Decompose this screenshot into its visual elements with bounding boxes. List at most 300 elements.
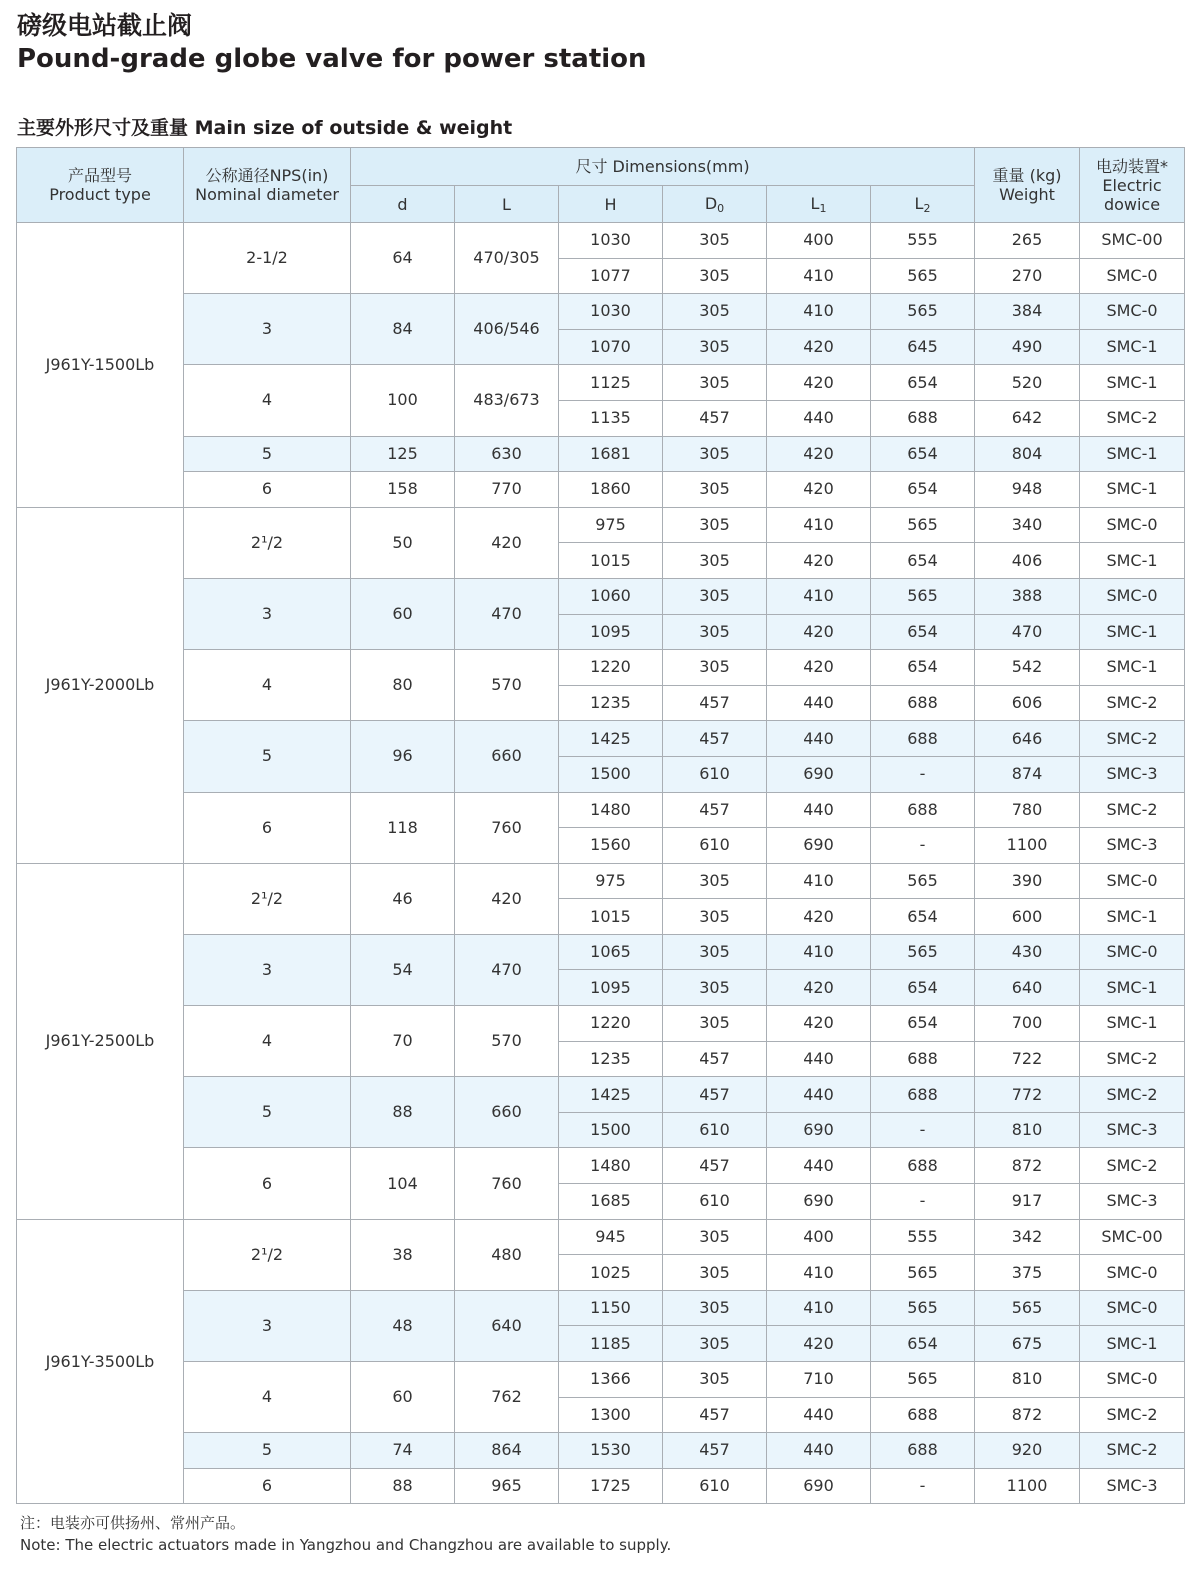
header-L1 — [767, 186, 871, 223]
weight-cell: 1100 — [975, 1468, 1080, 1504]
L1-cell: 420 — [767, 365, 871, 401]
header-dimensions: 尺寸 Dimensions(mm) — [351, 148, 975, 186]
H-cell: 1500 — [559, 756, 663, 792]
d-cell: 80 — [351, 650, 455, 721]
L-cell: 762 — [455, 1362, 559, 1433]
H-cell: 1150 — [559, 1290, 663, 1326]
device-cell: SMC-3 — [1080, 1112, 1185, 1148]
d-cell: 104 — [351, 1148, 455, 1219]
device-cell: SMC-0 — [1080, 1255, 1185, 1291]
L1-cell: 410 — [767, 1290, 871, 1326]
header-D0-sub: 0 — [717, 201, 725, 215]
weight-cell: 722 — [975, 1041, 1080, 1077]
D0-cell: 305 — [663, 934, 767, 970]
header-D0-main: D — [704, 193, 718, 213]
weight-cell: 646 — [975, 721, 1080, 757]
H-cell: 1070 — [559, 329, 663, 365]
L-cell: 420 — [455, 507, 559, 578]
weight-cell: 542 — [975, 650, 1080, 686]
weight-cell: 772 — [975, 1077, 1080, 1113]
H-cell: 1425 — [559, 1077, 663, 1113]
L-cell: 640 — [455, 1290, 559, 1361]
H-cell: 1860 — [559, 472, 663, 508]
L2-cell: - — [871, 756, 975, 792]
weight-cell: 810 — [975, 1362, 1080, 1398]
L1-cell: 420 — [767, 1006, 871, 1042]
nps-cell: 3 — [184, 294, 351, 365]
nps-cell: 6 — [184, 472, 351, 508]
D0-cell: 305 — [663, 1326, 767, 1362]
product-type-cell: J961Y-2500Lb — [17, 863, 184, 1219]
weight-cell: 810 — [975, 1112, 1080, 1148]
header-D0 — [663, 186, 767, 223]
header-electric-en-1: Electric — [1102, 175, 1162, 195]
table-row — [17, 934, 1185, 970]
weight-cell: 342 — [975, 1219, 1080, 1255]
L2-cell: 565 — [871, 1255, 975, 1291]
H-cell: 945 — [559, 1219, 663, 1255]
footnote-en: Note: The electric actuators made in Yangzhou and Changzhou are available to supply. — [20, 1536, 672, 1554]
d-cell: 38 — [351, 1219, 455, 1290]
D0-cell: 305 — [663, 223, 767, 259]
nps-cell: 2-1/2 — [184, 223, 351, 294]
device-cell: SMC-1 — [1080, 970, 1185, 1006]
L1-cell: 420 — [767, 1326, 871, 1362]
D0-cell: 305 — [663, 1219, 767, 1255]
L2-cell: 688 — [871, 400, 975, 436]
weight-cell: 917 — [975, 1184, 1080, 1220]
H-cell: 1685 — [559, 1184, 663, 1220]
L1-cell: 440 — [767, 1077, 871, 1113]
weight-cell: 606 — [975, 685, 1080, 721]
L1-cell: 410 — [767, 258, 871, 294]
H-cell: 1185 — [559, 1326, 663, 1362]
nps-cell: 2¹/2 — [184, 507, 351, 578]
device-cell: SMC-1 — [1080, 650, 1185, 686]
product-type-cell: J961Y-2000Lb — [17, 507, 184, 863]
weight-cell: 270 — [975, 258, 1080, 294]
D0-cell: 305 — [663, 1362, 767, 1398]
table-row — [17, 507, 1185, 543]
nps-cell: 6 — [184, 1148, 351, 1219]
nps-cell: 4 — [184, 650, 351, 721]
device-cell: SMC-0 — [1080, 1362, 1185, 1398]
H-cell: 1500 — [559, 1112, 663, 1148]
L2-cell: 654 — [871, 650, 975, 686]
device-cell: SMC-2 — [1080, 685, 1185, 721]
D0-cell: 305 — [663, 1255, 767, 1291]
d-cell: 88 — [351, 1468, 455, 1504]
nps-cell: 3 — [184, 578, 351, 649]
L2-cell: 654 — [871, 614, 975, 650]
L1-cell: 420 — [767, 614, 871, 650]
table-row — [17, 721, 1185, 757]
nps-cell: 5 — [184, 721, 351, 792]
L1-cell: 400 — [767, 1219, 871, 1255]
L-cell: 470 — [455, 578, 559, 649]
table-row — [17, 436, 1185, 472]
D0-cell: 610 — [663, 1468, 767, 1504]
L2-cell: 688 — [871, 721, 975, 757]
d-cell: 50 — [351, 507, 455, 578]
L-cell: 630 — [455, 436, 559, 472]
weight-cell: 1100 — [975, 828, 1080, 864]
device-cell: SMC-2 — [1080, 1041, 1185, 1077]
nps-cell: 6 — [184, 792, 351, 863]
L2-cell: 654 — [871, 1326, 975, 1362]
weight-cell: 384 — [975, 294, 1080, 330]
header-L2-main: L — [914, 193, 924, 213]
L2-cell: 688 — [871, 1077, 975, 1113]
table-row — [17, 650, 1185, 686]
H-cell: 1220 — [559, 1006, 663, 1042]
L-cell: 470/305 — [455, 223, 559, 294]
D0-cell: 305 — [663, 294, 767, 330]
L1-cell: 440 — [767, 1148, 871, 1184]
header-L1-main: L — [810, 193, 820, 213]
device-cell: SMC-0 — [1080, 578, 1185, 614]
product-type-cell: J961Y-1500Lb — [17, 223, 184, 508]
table-row — [17, 1290, 1185, 1326]
weight-cell: 948 — [975, 472, 1080, 508]
L-cell: 406/546 — [455, 294, 559, 365]
d-cell: 84 — [351, 294, 455, 365]
d-cell: 96 — [351, 721, 455, 792]
device-cell: SMC-2 — [1080, 1077, 1185, 1113]
L-cell: 770 — [455, 472, 559, 508]
device-cell: SMC-2 — [1080, 1433, 1185, 1469]
table-row — [17, 863, 1185, 899]
header-electric-en-2: dowice — [1103, 194, 1161, 214]
weight-cell: 675 — [975, 1326, 1080, 1362]
H-cell: 1060 — [559, 578, 663, 614]
d-cell: 125 — [351, 436, 455, 472]
L1-cell: 410 — [767, 294, 871, 330]
header-L: L — [455, 186, 559, 223]
device-cell: SMC-3 — [1080, 828, 1185, 864]
d-cell: 118 — [351, 792, 455, 863]
L2-cell: 688 — [871, 1041, 975, 1077]
H-cell: 1065 — [559, 934, 663, 970]
header-d: d — [351, 186, 455, 223]
table-row — [17, 365, 1185, 401]
device-cell: SMC-2 — [1080, 1148, 1185, 1184]
table-row — [17, 1362, 1185, 1398]
device-cell: SMC-1 — [1080, 365, 1185, 401]
H-cell: 1681 — [559, 436, 663, 472]
H-cell: 1030 — [559, 223, 663, 259]
L2-cell: 688 — [871, 685, 975, 721]
H-cell: 1425 — [559, 721, 663, 757]
table-row — [17, 1468, 1185, 1504]
L1-cell: 420 — [767, 329, 871, 365]
footnote-cn: 注：电装亦可供扬州、常州产品。 — [20, 1514, 246, 1532]
L-cell: 483/673 — [455, 365, 559, 436]
header-L2-sub: 2 — [923, 201, 931, 215]
D0-cell: 305 — [663, 614, 767, 650]
D0-cell: 457 — [663, 1397, 767, 1433]
H-cell: 975 — [559, 507, 663, 543]
device-cell: SMC-2 — [1080, 400, 1185, 436]
table-row — [17, 792, 1185, 828]
D0-cell: 305 — [663, 578, 767, 614]
table-row — [17, 1077, 1185, 1113]
D0-cell: 305 — [663, 543, 767, 579]
L-cell: 420 — [455, 863, 559, 934]
D0-cell: 610 — [663, 1184, 767, 1220]
L1-cell: 710 — [767, 1362, 871, 1398]
L2-cell: 654 — [871, 543, 975, 579]
H-cell: 1015 — [559, 543, 663, 579]
device-cell: SMC-1 — [1080, 1006, 1185, 1042]
device-cell: SMC-3 — [1080, 1468, 1185, 1504]
L1-cell: 440 — [767, 1397, 871, 1433]
weight-cell: 340 — [975, 507, 1080, 543]
D0-cell: 610 — [663, 1112, 767, 1148]
table-row — [17, 472, 1185, 508]
table-row — [17, 1433, 1185, 1469]
header-weight — [975, 148, 1080, 223]
nps-cell: 2¹/2 — [184, 1219, 351, 1290]
L1-cell: 690 — [767, 1468, 871, 1504]
device-cell: SMC-1 — [1080, 899, 1185, 935]
L2-cell: 565 — [871, 294, 975, 330]
H-cell: 1025 — [559, 1255, 663, 1291]
device-cell: SMC-3 — [1080, 1184, 1185, 1220]
H-cell: 1135 — [559, 400, 663, 436]
L1-cell: 400 — [767, 223, 871, 259]
nps-cell: 3 — [184, 934, 351, 1005]
header-weight-cn: 重量 (kg) — [992, 166, 1062, 185]
d-cell: 70 — [351, 1006, 455, 1077]
nps-cell: 2¹/2 — [184, 863, 351, 934]
header-electric-cn: 电动装置* — [1096, 156, 1169, 176]
header-product-type — [17, 148, 184, 223]
section-subtitle: 主要外形尺寸及重量 Main size of outside & weight — [17, 117, 513, 139]
L1-cell: 440 — [767, 1041, 871, 1077]
L1-cell: 410 — [767, 1255, 871, 1291]
L-cell: 760 — [455, 792, 559, 863]
H-cell: 1300 — [559, 1397, 663, 1433]
L2-cell: - — [871, 1112, 975, 1148]
device-cell: SMC-0 — [1080, 1290, 1185, 1326]
table-row — [17, 1148, 1185, 1184]
L2-cell: 688 — [871, 1433, 975, 1469]
device-cell: SMC-00 — [1080, 223, 1185, 259]
device-cell: SMC-0 — [1080, 934, 1185, 970]
L1-cell: 690 — [767, 756, 871, 792]
weight-cell: 430 — [975, 934, 1080, 970]
device-cell: SMC-2 — [1080, 1397, 1185, 1433]
device-cell: SMC-1 — [1080, 329, 1185, 365]
H-cell: 1030 — [559, 294, 663, 330]
L-cell: 864 — [455, 1433, 559, 1469]
D0-cell: 305 — [663, 1006, 767, 1042]
table-row — [17, 1219, 1185, 1255]
weight-cell: 780 — [975, 792, 1080, 828]
D0-cell: 305 — [663, 436, 767, 472]
weight-cell: 406 — [975, 543, 1080, 579]
weight-cell: 872 — [975, 1397, 1080, 1433]
L-cell: 965 — [455, 1468, 559, 1504]
table-row — [17, 578, 1185, 614]
L1-cell: 440 — [767, 685, 871, 721]
D0-cell: 305 — [663, 365, 767, 401]
table-row — [17, 294, 1185, 330]
L1-cell: 440 — [767, 1433, 871, 1469]
L1-cell: 420 — [767, 899, 871, 935]
device-cell: SMC-1 — [1080, 436, 1185, 472]
d-cell: 158 — [351, 472, 455, 508]
weight-cell: 600 — [975, 899, 1080, 935]
header-nps-cn: 公称通径NPS(in) — [205, 166, 329, 185]
device-cell: SMC-0 — [1080, 507, 1185, 543]
D0-cell: 305 — [663, 863, 767, 899]
weight-cell: 920 — [975, 1433, 1080, 1469]
table-body — [17, 223, 1185, 1504]
L2-cell: 654 — [871, 970, 975, 1006]
d-cell: 88 — [351, 1077, 455, 1148]
header-L2 — [871, 186, 975, 223]
d-cell: 64 — [351, 223, 455, 294]
H-cell: 1530 — [559, 1433, 663, 1469]
device-cell: SMC-0 — [1080, 863, 1185, 899]
L1-cell: 440 — [767, 721, 871, 757]
H-cell: 1220 — [559, 650, 663, 686]
L-cell: 470 — [455, 934, 559, 1005]
weight-cell: 565 — [975, 1290, 1080, 1326]
L2-cell: 565 — [871, 934, 975, 970]
device-cell: SMC-2 — [1080, 792, 1185, 828]
d-cell: 60 — [351, 1362, 455, 1433]
L2-cell: 565 — [871, 863, 975, 899]
device-cell: SMC-1 — [1080, 543, 1185, 579]
L2-cell: - — [871, 1468, 975, 1504]
H-cell: 1235 — [559, 1041, 663, 1077]
L2-cell: 565 — [871, 578, 975, 614]
weight-cell: 470 — [975, 614, 1080, 650]
nps-cell: 5 — [184, 1433, 351, 1469]
d-cell: 100 — [351, 365, 455, 436]
nps-cell: 5 — [184, 436, 351, 472]
header-L1-sub: 1 — [819, 201, 827, 215]
L2-cell: 555 — [871, 223, 975, 259]
device-cell: SMC-0 — [1080, 258, 1185, 294]
table-row — [17, 1006, 1185, 1042]
table-row — [17, 223, 1185, 259]
D0-cell: 457 — [663, 1433, 767, 1469]
nps-cell: 3 — [184, 1290, 351, 1361]
H-cell: 1480 — [559, 1148, 663, 1184]
nps-cell: 4 — [184, 365, 351, 436]
L2-cell: 565 — [871, 1362, 975, 1398]
L2-cell: 555 — [871, 1219, 975, 1255]
weight-cell: 872 — [975, 1148, 1080, 1184]
D0-cell: 457 — [663, 721, 767, 757]
L2-cell: 688 — [871, 1397, 975, 1433]
L-cell: 570 — [455, 650, 559, 721]
D0-cell: 610 — [663, 756, 767, 792]
weight-cell: 265 — [975, 223, 1080, 259]
L2-cell: 565 — [871, 507, 975, 543]
L1-cell: 420 — [767, 970, 871, 1006]
header-nps-en: Nominal diameter — [195, 185, 339, 204]
L1-cell: 440 — [767, 400, 871, 436]
L2-cell: 654 — [871, 365, 975, 401]
L2-cell: - — [871, 828, 975, 864]
D0-cell: 305 — [663, 650, 767, 686]
page-title-en: Pound-grade globe valve for power station — [17, 44, 647, 74]
L1-cell: 690 — [767, 828, 871, 864]
nps-cell: 6 — [184, 1468, 351, 1504]
d-cell: 54 — [351, 934, 455, 1005]
D0-cell: 610 — [663, 828, 767, 864]
H-cell: 1095 — [559, 970, 663, 1006]
L1-cell: 420 — [767, 472, 871, 508]
H-cell: 1095 — [559, 614, 663, 650]
L1-cell: 690 — [767, 1112, 871, 1148]
H-cell: 1015 — [559, 899, 663, 935]
nps-cell: 4 — [184, 1006, 351, 1077]
D0-cell: 305 — [663, 329, 767, 365]
device-cell: SMC-0 — [1080, 294, 1185, 330]
D0-cell: 457 — [663, 400, 767, 436]
L2-cell: 688 — [871, 792, 975, 828]
L1-cell: 420 — [767, 650, 871, 686]
L-cell: 660 — [455, 1077, 559, 1148]
D0-cell: 457 — [663, 1041, 767, 1077]
weight-cell: 804 — [975, 436, 1080, 472]
device-cell: SMC-1 — [1080, 472, 1185, 508]
D0-cell: 305 — [663, 1290, 767, 1326]
H-cell: 1480 — [559, 792, 663, 828]
L2-cell: 688 — [871, 1148, 975, 1184]
nps-cell: 5 — [184, 1077, 351, 1148]
H-cell: 1725 — [559, 1468, 663, 1504]
L1-cell: 410 — [767, 863, 871, 899]
L1-cell: 410 — [767, 578, 871, 614]
header-nominal-diameter — [184, 148, 351, 223]
H-cell: 975 — [559, 863, 663, 899]
weight-cell: 520 — [975, 365, 1080, 401]
L2-cell: 654 — [871, 1006, 975, 1042]
header-H: H — [559, 186, 663, 223]
spec-table — [16, 147, 1185, 1504]
device-cell: SMC-2 — [1080, 721, 1185, 757]
device-cell: SMC-3 — [1080, 756, 1185, 792]
H-cell: 1560 — [559, 828, 663, 864]
D0-cell: 457 — [663, 1148, 767, 1184]
d-cell: 46 — [351, 863, 455, 934]
D0-cell: 457 — [663, 685, 767, 721]
H-cell: 1077 — [559, 258, 663, 294]
L2-cell: 565 — [871, 258, 975, 294]
weight-cell: 642 — [975, 400, 1080, 436]
D0-cell: 305 — [663, 472, 767, 508]
L-cell: 480 — [455, 1219, 559, 1290]
D0-cell: 305 — [663, 899, 767, 935]
L1-cell: 440 — [767, 792, 871, 828]
weight-cell: 490 — [975, 329, 1080, 365]
weight-cell: 700 — [975, 1006, 1080, 1042]
L1-cell: 420 — [767, 543, 871, 579]
L2-cell: 654 — [871, 472, 975, 508]
H-cell: 1235 — [559, 685, 663, 721]
L2-cell: 565 — [871, 1290, 975, 1326]
H-cell: 1366 — [559, 1362, 663, 1398]
device-cell: SMC-1 — [1080, 614, 1185, 650]
product-type-cell: J961Y-3500Lb — [17, 1219, 184, 1504]
